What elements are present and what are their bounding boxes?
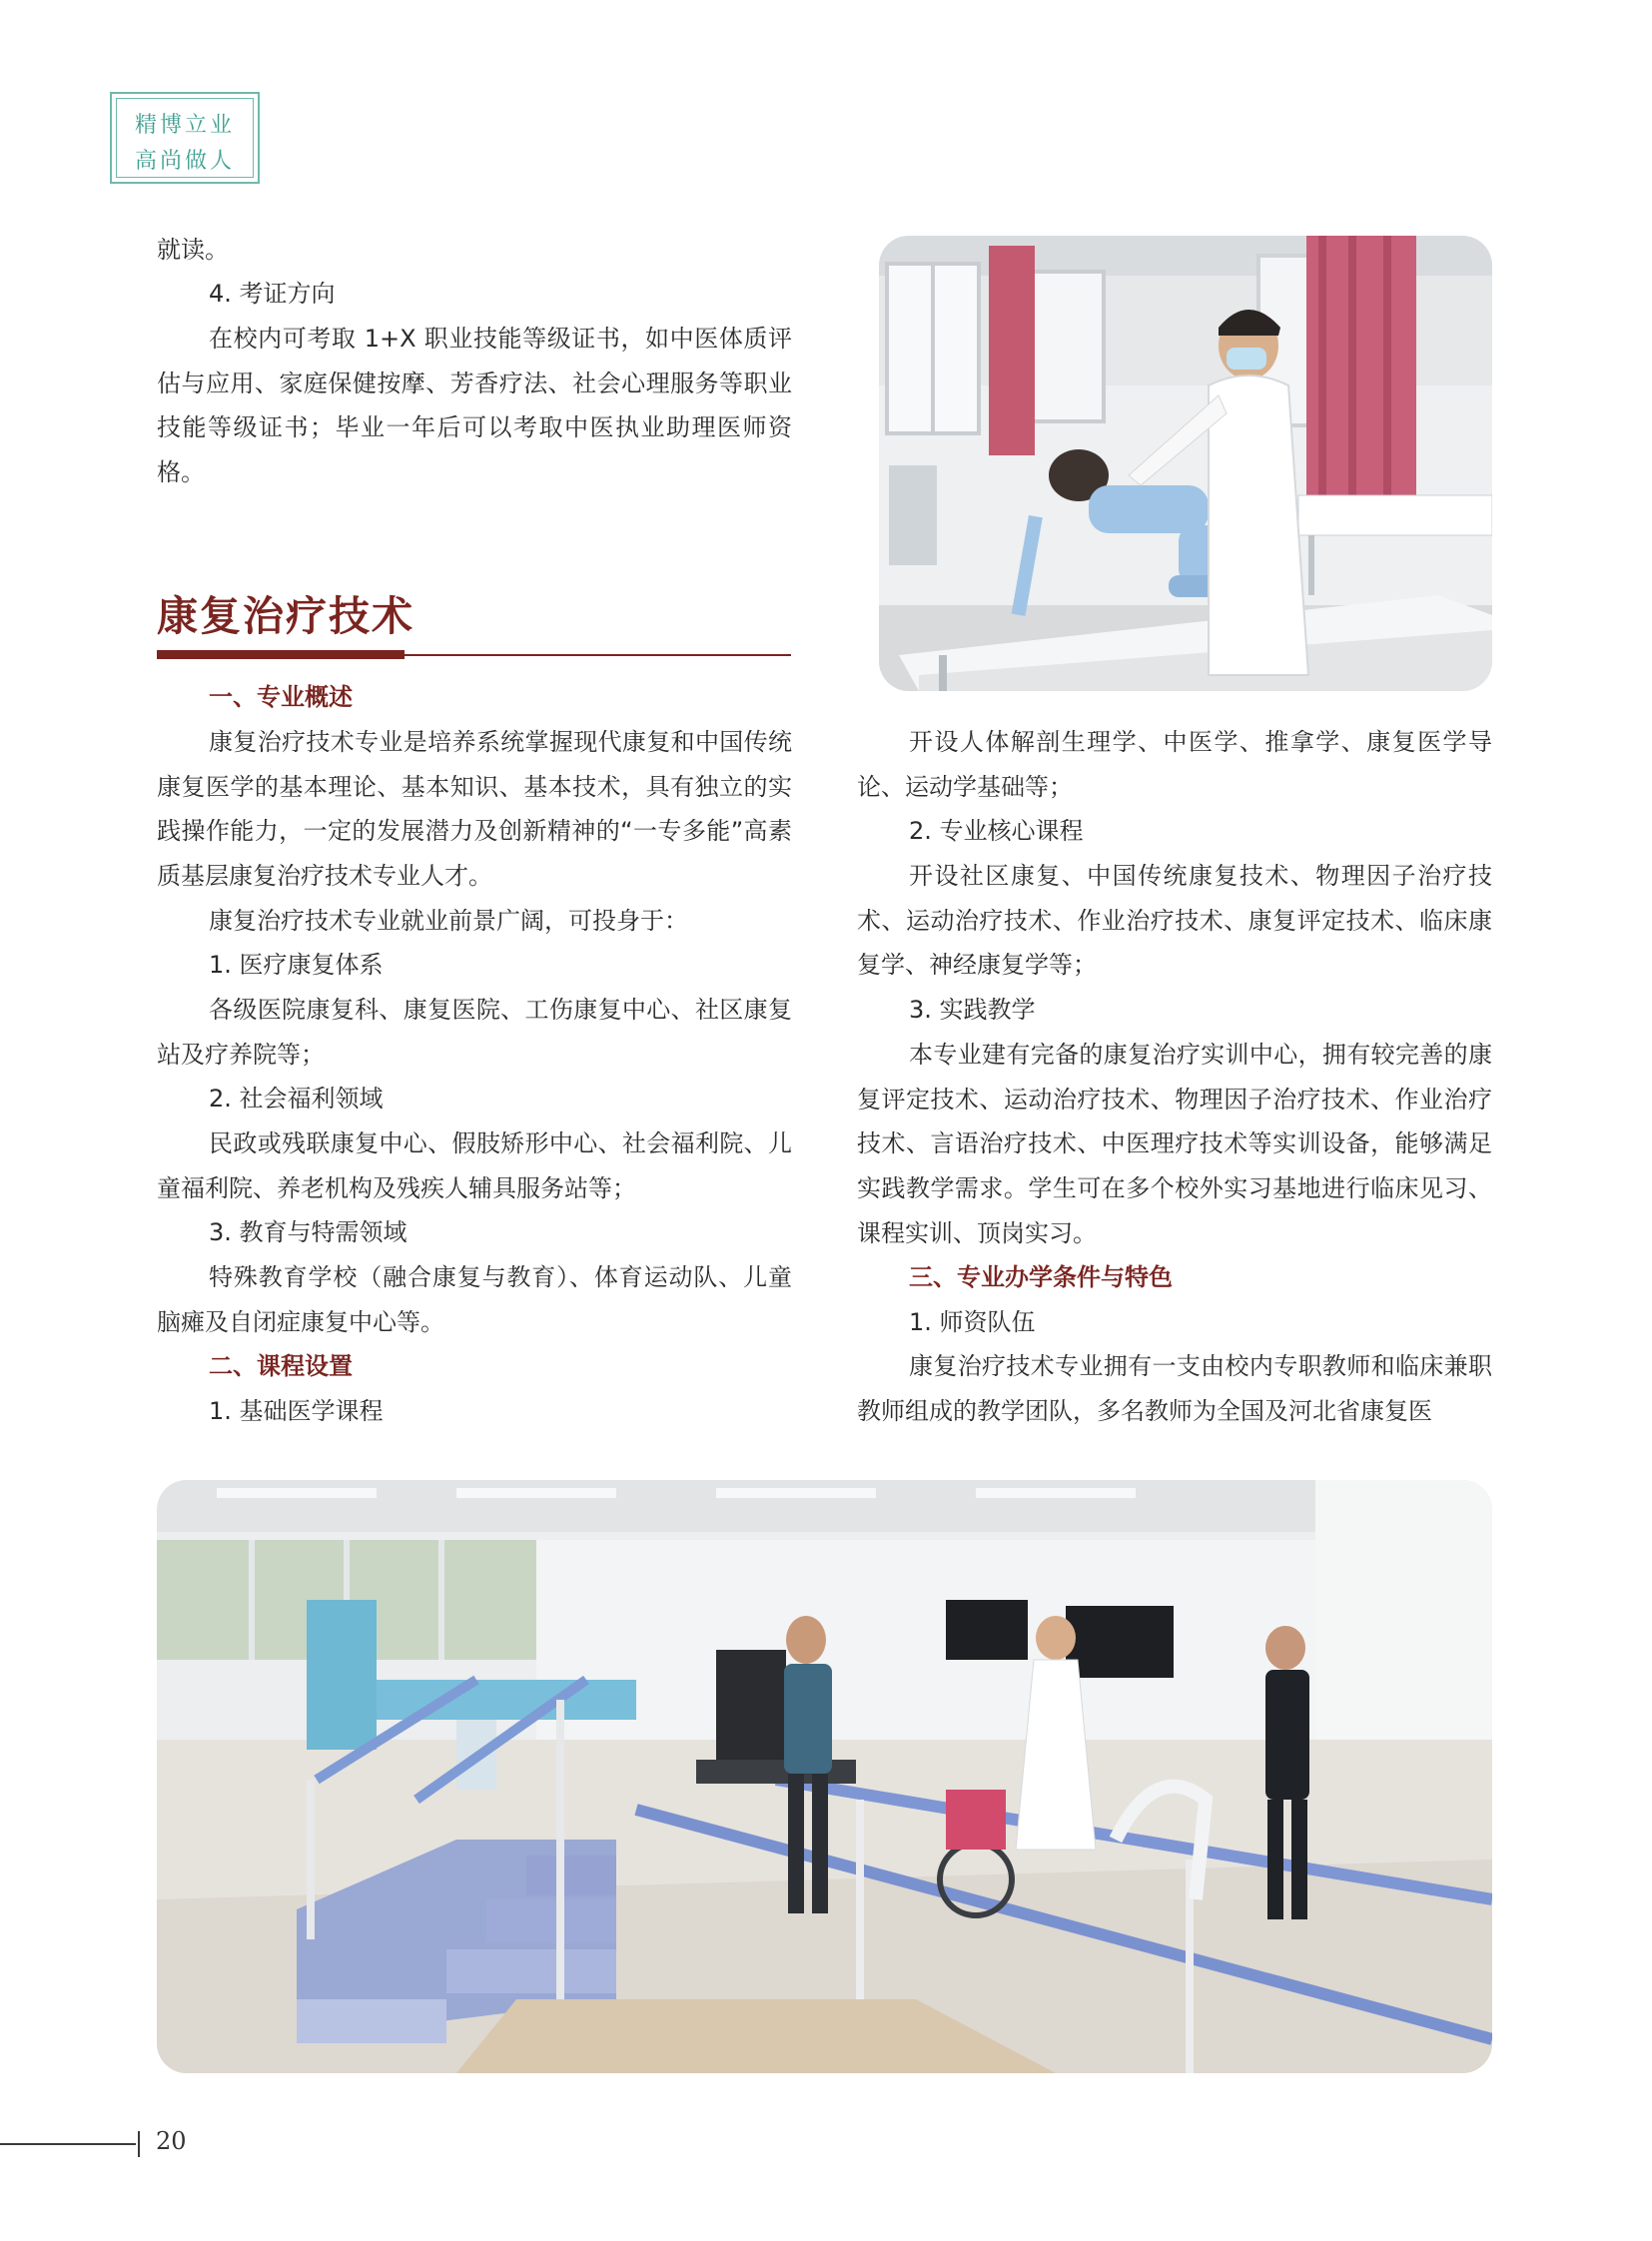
item1-text: 各级医院康复科、康复医院、工伤康复中心、社区康复站及疗养院等； xyxy=(157,996,792,1069)
faculty-heading: 1. 师资队伍 xyxy=(909,1308,1036,1336)
core-courses-text: 开设社区康复、中国传统康复技术、物理因子治疗技术、运动治疗技术、作业治疗技术、康复评定技术、临床康复学、神经康复学等； xyxy=(857,862,1492,980)
footer-rule xyxy=(0,2143,136,2145)
core-courses-heading: 2. 专业核心课程 xyxy=(909,817,1084,845)
page-number: 20 xyxy=(156,2127,187,2155)
title-rule-accent xyxy=(157,650,405,659)
cert-heading: 4. 考证方向 xyxy=(209,280,336,308)
item2-text: 民政或残联康复中心、假肢矫形中心、社会福利院、儿童福利院、养老机构及残疾人辅具服务站等； xyxy=(157,1129,792,1202)
overview-heading: 一、专业概述 xyxy=(209,683,353,711)
courses-heading: 二、课程设置 xyxy=(209,1352,353,1380)
basic-courses-text: 开设人体解剖生理学、中医学、推拿学、康复医学导论、运动学基础等； xyxy=(857,728,1492,801)
cert-text: 在校内可考取 1+X 职业技能等级证书，如中医体质评估与应用、家庭保健按摩、芳香疗法、社会心理服务等职业技能等级证书；毕业一年后可以考取中医执业助理医师资格。 xyxy=(157,325,792,487)
conditions-heading: 三、专业办学条件与特色 xyxy=(909,1263,1173,1291)
basic-courses-heading: 1. 基础医学课程 xyxy=(209,1397,384,1425)
section-title: 康复治疗技术 xyxy=(157,592,414,640)
training-center-photo xyxy=(157,1480,1492,2073)
footer-tick xyxy=(138,2131,140,2157)
motto-line-2: 高尚做人 xyxy=(134,149,235,174)
faculty-text: 康复治疗技术专业拥有一支由校内专职教师和临床兼职教师组成的教学团队，多名教师为全国及河北省康复医 xyxy=(857,1352,1492,1425)
item2-heading: 2. 社会福利领域 xyxy=(209,1085,384,1113)
item3-text: 特殊教育学校（融合康复与教育）、体育运动队、儿童脑瘫及自闭症康复中心等。 xyxy=(157,1263,792,1336)
overview-text: 康复治疗技术专业是培养系统掌握现代康复和中国传统康复医学的基本理论、基本知识、基本技术，具有独立的实践操作能力，一定的发展潜力及创新精神的“一专多能”高素质基层康复治疗技术专业人才。 xyxy=(157,728,792,891)
therapy-session-photo xyxy=(879,236,1492,691)
practice-text: 本专业建有完备的康复治疗实训中心，拥有较完善的康复评定技术、运动治疗技术、物理因子治疗技术、作业治疗技术、言语治疗技术、中医理疗技术等实训设备，能够满足实践教学需求。学生可在多个校外实习基地进行临床见习、课程实训、顶岗实习。 xyxy=(857,1041,1492,1247)
motto-line-1: 精博立业 xyxy=(134,113,235,138)
item3-heading: 3. 教育与特需领域 xyxy=(209,1218,408,1246)
intro-continued: 就读。 xyxy=(157,236,229,264)
practice-heading: 3. 实践教学 xyxy=(909,996,1036,1024)
item1-heading: 1. 医疗康复体系 xyxy=(209,951,384,979)
motto-seal xyxy=(110,92,260,184)
employment-text: 康复治疗技术专业就业前景广阔，可投身于： xyxy=(209,907,688,935)
